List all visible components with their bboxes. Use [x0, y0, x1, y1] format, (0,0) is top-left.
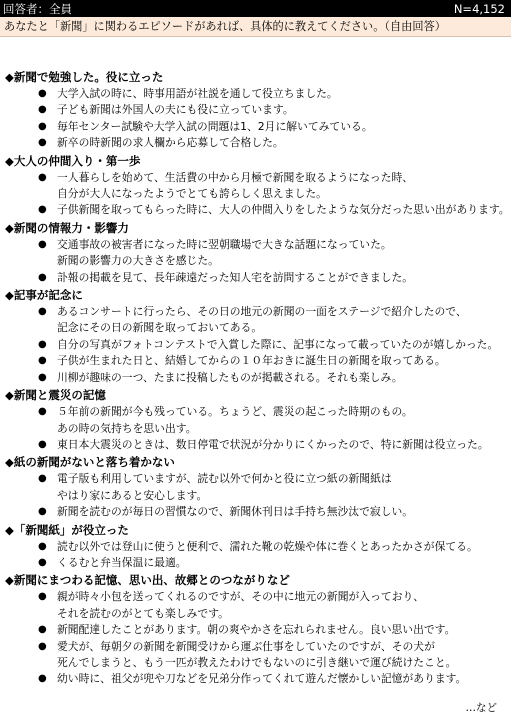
answer-text: ５年前の新聞が今も残っている。ちょうど、震災の起こった時期のもの。: [57, 405, 413, 419]
answer-item: [5, 437, 507, 453]
section-title: ◆記事が記念に: [5, 288, 83, 303]
answer-section: [5, 68, 507, 152]
answer-item: [5, 353, 507, 369]
answer-items: [5, 86, 507, 152]
answer-item: [5, 337, 507, 353]
answer-text: 訃報の掲載を見て、長年疎遠だった知人宅を訪問することができました。: [57, 270, 414, 284]
respondent-header-bar: [0, 0, 511, 17]
bullet-icon: ●: [38, 271, 47, 283]
answer-items: [5, 539, 507, 572]
answer-section: [5, 152, 510, 219]
answer-text: 新聞を読むのが毎日の習慣なので、新聞休刊日は手持ち無沙汰で寂しい。: [57, 505, 414, 519]
answer-text: 川柳が趣味の一つ、たまに投稿したものが掲載される。それも楽しみ。: [57, 370, 403, 384]
answer-text: 読む以外では登山に使うと便利で、濡れた靴の乾燥や体に巻くとあったかさが保てる。: [57, 539, 478, 553]
answer-text: 自分が大人になったようでとても誇らしく思えました。: [57, 187, 327, 201]
answer-text: 新聞配達したことがあります。朝の爽やかさを忘れられません。良い思い出です。: [57, 623, 456, 637]
answer-text: 愛犬が、毎朝夕の新聞を新聞受けから運ぶ仕事をしていたのですが、その犬が: [57, 639, 435, 653]
bullet-icon: ●: [38, 120, 47, 132]
answer-text: 子供が生まれた日と、結婚してからの１０年おきに誕生日の新聞を取ってある。: [57, 354, 446, 368]
section-title: ◆新聞の情報力・影響力: [5, 220, 129, 235]
answer-item: [5, 202, 510, 218]
bullet-icon: ●: [38, 640, 47, 652]
respondent-label: 回答者：全員: [3, 1, 72, 16]
bullet-icon: ●: [38, 591, 47, 603]
answer-item: [5, 86, 507, 102]
bullet-icon: ●: [38, 338, 47, 350]
answer-item: [5, 119, 507, 135]
answer-text: 死んでしまうと、もう一匹が教えたわけでもないのに引き継いで運び続けたこと。: [57, 655, 457, 669]
bullet-icon: ●: [38, 673, 47, 685]
section-title: ◆大人の仲間入り・第一歩: [5, 153, 141, 168]
answer-text: それを読むのがとても楽しみです。: [57, 606, 229, 620]
bullet-icon: ●: [38, 171, 47, 183]
answer-item: [5, 639, 507, 672]
answer-section: [5, 286, 507, 386]
bullet-icon: ●: [38, 238, 47, 250]
answer-section: [5, 521, 507, 572]
answer-items: [5, 170, 510, 219]
answer-item: [5, 539, 507, 555]
answer-text: 記念にその日の新聞を取っておいてある。: [57, 321, 263, 335]
section-title: ◆「新聞紙」が役立った: [5, 522, 129, 537]
bullet-icon: ●: [38, 88, 47, 99]
answer-text: 子供新聞を取ってもらった時に、大人の仲間入りをしたような気分だった思い出があります。: [57, 203, 510, 217]
answer-text: 電子版も利用していますが、読む以外で何かと役に立つ紙の新聞紙は: [57, 472, 392, 486]
bullet-icon: ●: [38, 438, 47, 450]
answer-item: [5, 671, 507, 687]
answer-text: あるコンサートに行ったら、その日の地元の新聞の一面をステージで紹介したので、: [57, 305, 467, 319]
bullet-icon: ●: [38, 473, 47, 485]
answer-item: [5, 471, 507, 504]
bullet-icon: ●: [38, 506, 47, 518]
answer-item: [5, 404, 507, 437]
bullet-icon: ●: [38, 204, 47, 216]
answer-text: あの時の気持ちを思い出す。: [57, 421, 197, 435]
answer-item: [5, 370, 507, 386]
bullet-icon: ●: [38, 371, 47, 383]
answer-text: 一人暮らしを始めて、生活費の中から月極で新聞を取るようになった時、: [57, 170, 414, 184]
section-title: ◆新聞で勉強した。役に立った: [5, 70, 164, 84]
bullet-icon: ●: [38, 556, 47, 568]
answer-text: 自分の写真がフォトコンテストで入賞した際に、記事になって載っていたのが嬉しかった。: [57, 337, 499, 351]
answer-text: 毎年センター試験や大学入試の問題は1、2月に解いてみている。: [57, 119, 373, 133]
answer-items: [5, 471, 507, 520]
question-banner: あなたと「新聞」に関わるエピソードがあれば、具体的に教えてください。（自由回答）: [0, 17, 511, 37]
answer-items: [5, 237, 507, 286]
answer-text: 新卒の時新聞の求人欄から応募して合格した。: [57, 136, 284, 150]
bullet-icon: ●: [38, 355, 47, 367]
section-title: ◆新聞と震災の記憶: [5, 388, 106, 403]
answer-item: [5, 622, 507, 638]
bullet-icon: ●: [38, 306, 47, 318]
sample-count: N=4,152: [453, 1, 505, 16]
answer-section: [5, 219, 507, 286]
answer-text: 大学入試の時に、時事用語が社説を通して役立ちました。: [57, 87, 338, 100]
answer-text: 幼い時に、祖父が兜や刀などを兄弟分作ってくれて遊んだ懐かしい記憶があります。: [57, 672, 467, 686]
answer-items: [5, 589, 507, 687]
answer-item: [5, 170, 507, 203]
bullet-icon: ●: [38, 104, 47, 116]
answer-text: やはり家にあると安心します。: [57, 488, 208, 502]
answer-item: [5, 304, 507, 337]
answer-text: 新聞の影響力の大きさを感じた。: [57, 254, 219, 268]
bullet-icon: ●: [38, 540, 47, 552]
answer-text: 交通事故の被害者になった時に翌朝職場で大きな話題になっていた。: [57, 237, 392, 251]
answer-text: 東日本大震災のときは、数日停電で状況が分かりにくかったので、特に新聞は役立った。: [57, 437, 489, 451]
answer-item: [5, 102, 507, 118]
answer-text: 親が時々小包を送ってくれるのですが、その中に地元の新聞が入っており、: [57, 590, 425, 604]
answer-item: [5, 135, 507, 151]
section-title: ◆新聞にまつわる記憶、思い出、故郷とのつながりなど: [5, 573, 290, 588]
answer-text: 子ども新聞は外国人の夫にも役に立っています。: [57, 103, 294, 117]
section-title: ◆紙の新聞がないと落ち着かない: [5, 455, 175, 470]
bullet-icon: ●: [38, 137, 47, 149]
answer-item: [5, 555, 507, 571]
answer-item: [5, 270, 507, 286]
answer-section: [5, 453, 507, 520]
bullet-icon: ●: [38, 406, 47, 418]
answer-item: [5, 504, 507, 520]
answer-text: くるむと弁当保温に最適。: [57, 555, 187, 569]
answer-list: [0, 37, 511, 688]
answer-item: [5, 589, 507, 622]
answer-section: [5, 571, 507, 687]
bullet-icon: ●: [38, 624, 47, 636]
answer-section: [5, 386, 507, 453]
answer-item: [5, 237, 507, 270]
answer-items: [5, 404, 507, 453]
etc-footer: …など: [465, 702, 497, 714]
answer-items: [5, 304, 507, 386]
